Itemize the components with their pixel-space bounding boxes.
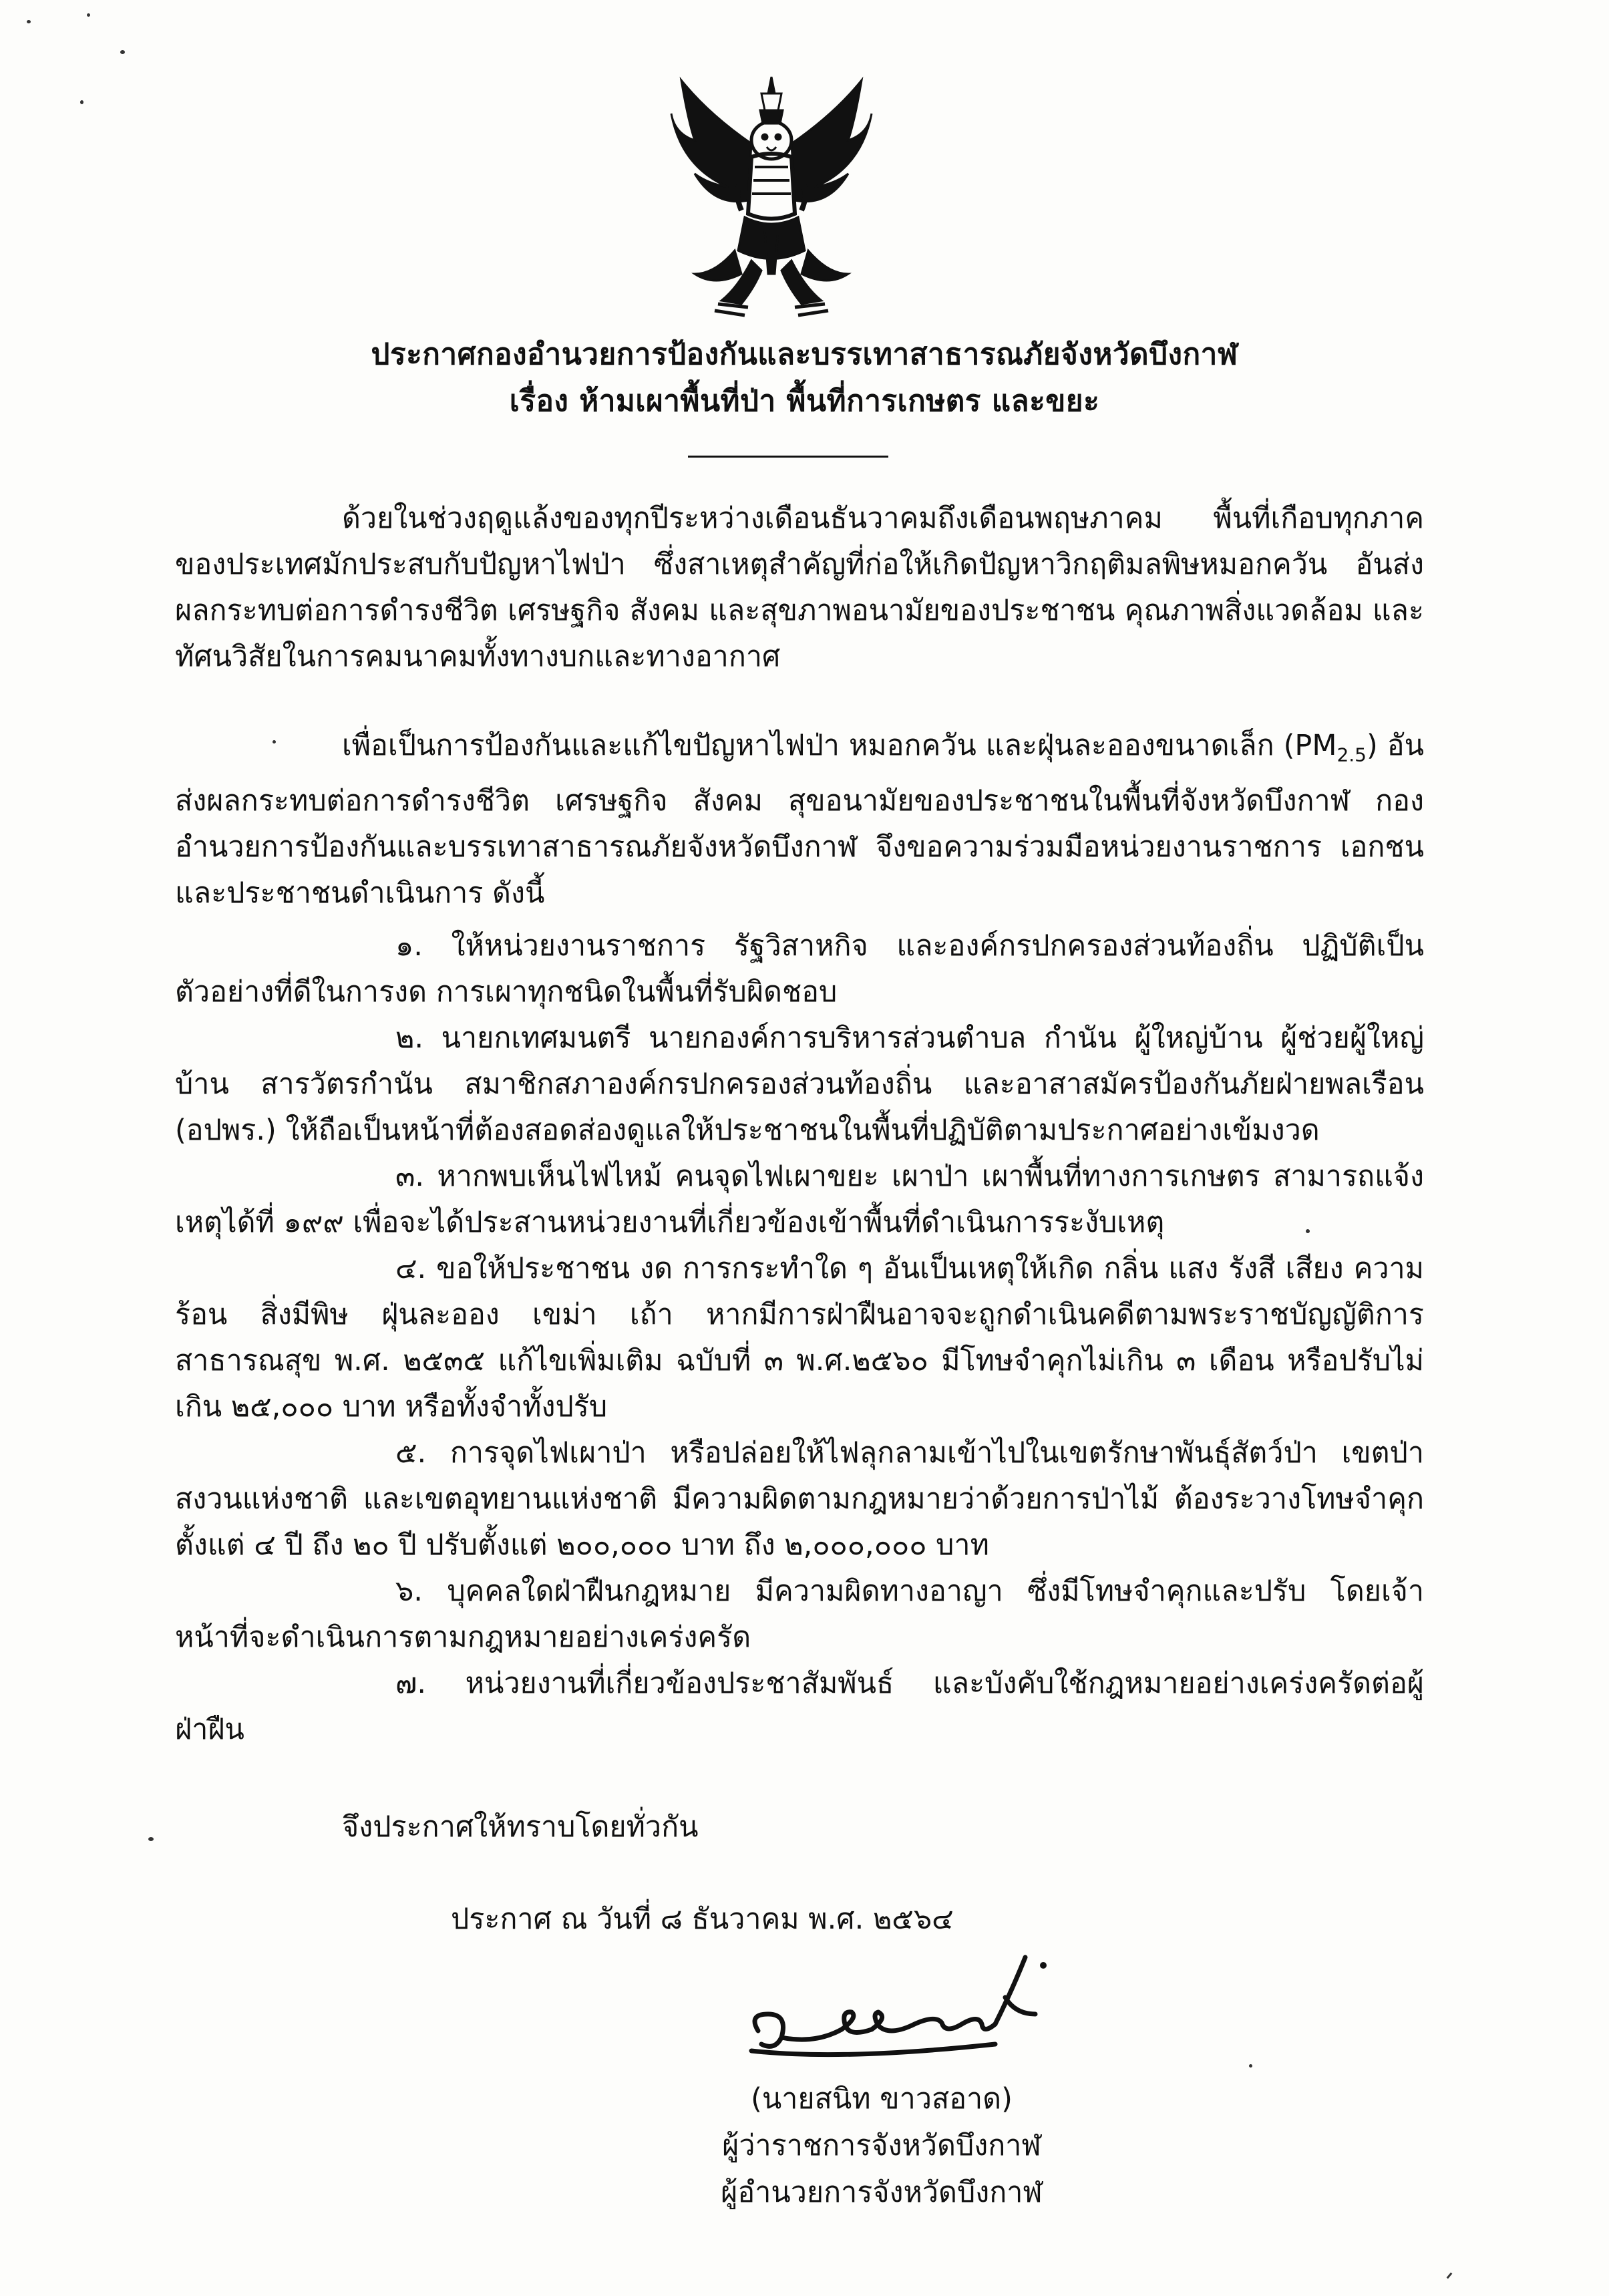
signer-position-director: ผู้อำนวยการจังหวัดบึงกาฬ (721, 2176, 1043, 2209)
scan-speck (87, 13, 90, 17)
closing-statement: จึงประกาศให้ทราบโดยทั่วกัน (342, 1810, 699, 1844)
list-item: ๑. ให้หน่วยงานราชการ รัฐวิสาหกิจ และองค์กรปกครองส่วนท้องถิ่น ปฏิบัติเป็นตัวอย่างที่ดีในการงด การเผาทุกชนิดในพื้นที่รับผิดชอบ (175, 929, 1424, 1009)
numbered-list (175, 923, 1424, 1753)
scan-speck (120, 50, 125, 54)
title-divider (688, 456, 888, 458)
announcement-subject: เรื่อง ห้ามเผาพื้นที่ป่า พื้นที่การเกษตร และขยะ (509, 384, 1100, 418)
list-item: ๔. ขอให้ประชาชน งด การกระทำใด ๆ อันเป็นเหตุให้เกิด กลิ่น แสง รังสี เสียง ความร้อน สิ่งมีพิษ ฝุ่นละออง เขม่า เถ้า หากมีการฝ่าฝืนอาจจะถูกดำเนินคดีตามพระราชบัญญัติการสาธารณสุข พ.ศ. ๒๕๓๕ แก้ไขเพิ่มเติม ฉบับที่ ๓ พ.ศ.๒๕๖๐ มีโทษจำคุกไม่เกิน ๓ เดือน หรือปรับไม่เกิน ๒๕,๐๐๐ บาท หรือทั้งจำทั้งปรับ (175, 1252, 1424, 1424)
scan-speck (1306, 1229, 1310, 1233)
handwritten-signature-icon (741, 1951, 1062, 2064)
scan-speck (80, 100, 83, 104)
list-item: ๗. หน่วยงานที่เกี่ยวข้องประชาสัมพันธ์ และบังคับใช้กฎหมายอย่างเคร่งครัดต่อผู้ฝ่าฝืน (175, 1667, 1424, 1746)
scan-speck (148, 1837, 154, 1841)
paragraph-2-rest: ) อันส่งผลกระทบต่อการดำรงชีวิต เศรษฐกิจ สังคม สุขอนามัยของประชาชนในพื้นที่จังหวัดบึงกาฬ กองอำนวยการป้องกันและบรรเทาสาธารณภัยจังหวัดบึงกาฬ จึงขอความร่วมมือหน่วยงานราชการ เอกชน และประชาชนดำเนินการ ดังนี้ (175, 729, 1424, 910)
scan-speck (273, 740, 276, 744)
intro-paragraph (175, 496, 1424, 680)
scan-speck (1447, 2273, 1453, 2279)
announcement-title: ประกาศกองอำนวยการป้องกันและบรรเทาสาธารณภัยจังหวัดบึงกาฬ (371, 337, 1238, 371)
paragraph-2 (175, 723, 1424, 917)
scan-speck (27, 20, 31, 23)
list-item: ๓. หากพบเห็นไฟไหม้ คนจุดไฟเผาขยะ เผาป่า เผาพื้นที่ทางการเกษตร สามารถแจ้งเหตุได้ที่ ๑๙๙ เพื่อจะได้ประสานหน่วยงานที่เกี่ยวข้องเข้าพื้นที่ดำเนินการระงับเหตุ (175, 1160, 1424, 1239)
pm-subscript: 2.5 (1336, 744, 1367, 766)
scan-speck (1249, 2064, 1252, 2068)
paragraph-1: ด้วยในช่วงฤดูแล้งของทุกปีระหว่างเดือนธันวาคมถึงเดือนพฤษภาคม พื้นที่เกือบทุกภาคของประเทศมักประสบกับปัญหาไฟป่า ซึ่งสาเหตุสำคัญที่ก่อให้เกิดปัญหาวิกฤติมลพิษหมอกควัน อันส่งผลกระทบต่อการดำรงชีวิต เศรษฐกิจ สังคม และสุขภาพอนามัยของประชาชน คุณภาพสิ่งแวดล้อม และทัศนวิสัยในการคมนาคมทั้งทางบกและทางอากาศ (175, 502, 1424, 673)
signer-name: (นายสนิท ขาวสอาด) (751, 2082, 1013, 2116)
purpose-paragraph (175, 723, 1424, 917)
signer-position-governor: ผู้ว่าราชการจังหวัดบึงกาฬ (722, 2129, 1041, 2162)
list-item: ๖. บุคคลใดฝ่าฝืนกฎหมาย มีความผิดทางอาญา ซึ่งมีโทษจำคุกและปรับ โดยเจ้าหน้าที่จะดำเนินการตามกฎหมายอย่างเคร่งครัด (175, 1575, 1424, 1654)
paragraph-2-text: เพื่อเป็นการป้องกันและแก้ไขปัญหาไฟป่า หมอกควัน และฝุ่นละอองขนาดเล็ก (PM (342, 729, 1337, 762)
announcement-date: ประกาศ ณ วันที่ ๘ ธันวาคม พ.ศ. ๒๕๖๔ (451, 1903, 954, 1936)
garuda-emblem-icon (668, 73, 875, 321)
list-item: ๒. นายกเทศมนตรี นายกองค์การบริหารส่วนตำบล กำนัน ผู้ใหญ่บ้าน ผู้ช่วยผู้ใหญ่บ้าน สารวัตรกำนัน สมาชิกสภาองค์กรปกครองส่วนท้องถิ่น และอาสาสมัครป้องกันภัยฝ่ายพลเรือน (อปพร.) ให้ถือเป็นหน้าที่ต้องสอดส่องดูแลให้ประชาชนในพื้นที่ปฏิบัติตามประกาศอย่างเข้มงวด (175, 1021, 1424, 1147)
list-item: ๕. การจุดไฟเผาป่า หรือปล่อยให้ไฟลุกลามเข้าไปในเขตรักษาพันธุ์สัตว์ป่า เขตป่าสงวนแห่งชาติ และเขตอุทยานแห่งชาติ มีความผิดตามกฎหมายว่าด้วยการป่าไม้ ต้องระวางโทษจำคุก ตั้งแต่ ๔ ปี ถึง ๒๐ ปี ปรับตั้งแต่ ๒๐๐,๐๐๐ บาท ถึง ๒,๐๐๐,๐๐๐ บาท (175, 1436, 1424, 1562)
